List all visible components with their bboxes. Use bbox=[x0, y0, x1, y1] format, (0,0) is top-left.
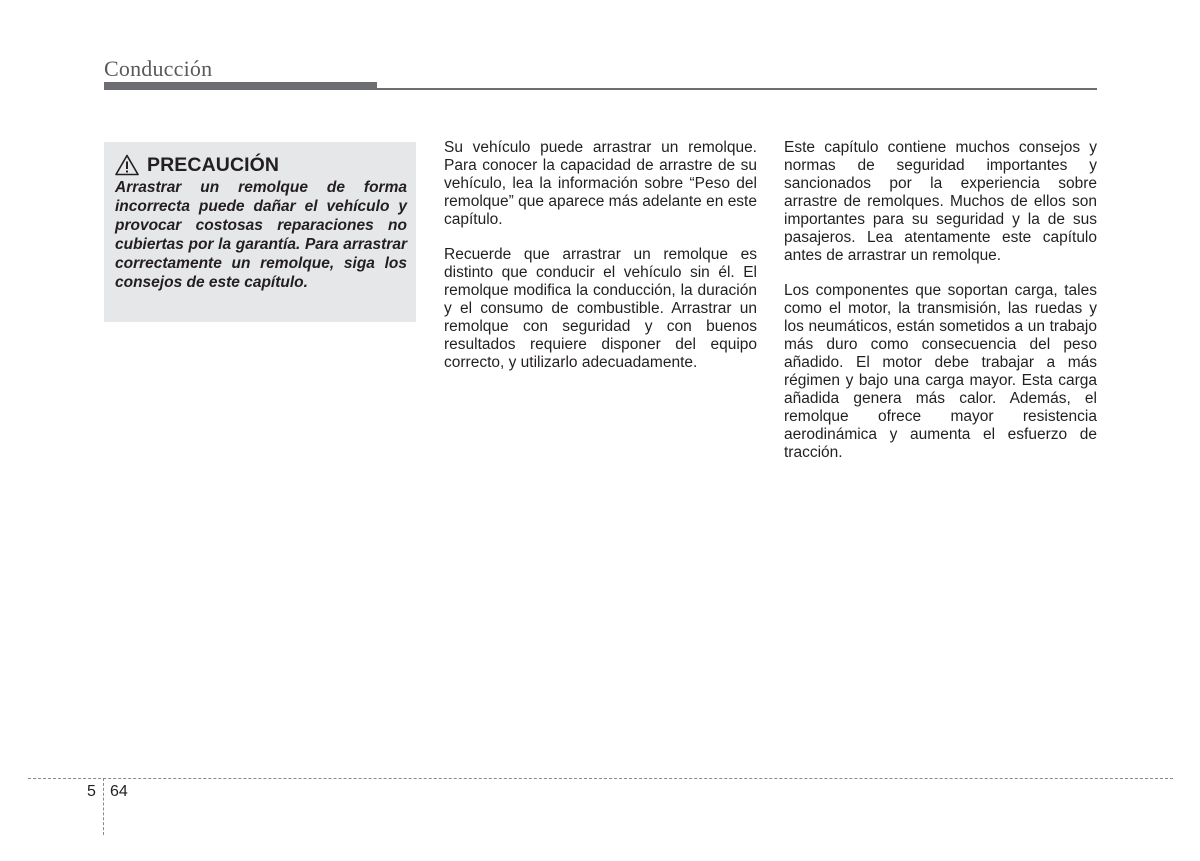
header-rule-thin bbox=[377, 88, 1097, 90]
paragraph: Los componentes que soportan carga, tales como el motor, la transmisión, las ruedas y los neumáticos, están sometidos a un trabajo más duro como consecuencia del peso añadido. El motor debe trabajar a más régimen y bajo una carga mayor. Esta carga añadida genera más calor. Además, el remolque ofrece mayor resistencia aerodinámica y aumenta el esfuerzo de tracción. bbox=[784, 282, 1097, 461]
section-title: Conducción bbox=[104, 56, 213, 81]
footer-divider bbox=[28, 778, 1173, 779]
caution-text: Arrastrar un remolque de forma incorrecta puede dañar el vehículo y provocar costosas reparaciones no cubiertas por la garantía. Para arrastrar correctamente un remolque, siga los consejos de este capítulo. bbox=[115, 179, 407, 291]
header-rule-thick bbox=[104, 82, 377, 90]
caution-title: PRECAUCIÓN bbox=[147, 153, 280, 176]
text-column-2 bbox=[784, 139, 1097, 479]
paragraph: Recuerde que arrastrar un remolque es distinto que conducir el vehículo sin él. El remolque modifica la conducción, la duración y el consumo de combustible. Arrastrar un remolque con seguridad y con buenos resultados requiere disponer del equipo correcto, y utilizarlo adecuadamente. bbox=[444, 246, 757, 371]
caution-header bbox=[115, 152, 407, 178]
caution-box bbox=[104, 142, 416, 322]
chapter-number: 5 bbox=[87, 783, 96, 800]
paragraph: Este capítulo contiene muchos consejos y normas de seguridad importantes y sancionados por la experiencia sobre arrastre de remolques. Muchos de ellos son importantes para su seguridad y la de sus pasajeros. Lea atentamente este capítulo antes de arrastrar un remolque. bbox=[784, 139, 1097, 264]
footer-vertical-divider bbox=[103, 778, 104, 835]
text-column-1 bbox=[444, 139, 757, 389]
paragraph: Su vehículo puede arrastrar un remolque. Para conocer la capacidad de arrastre de su vehículo, lea la información sobre “Peso del remolque” que aparece más adelante en este capítulo. bbox=[444, 139, 757, 228]
page-number: 64 bbox=[110, 783, 128, 800]
warning-triangle-icon bbox=[115, 154, 139, 176]
